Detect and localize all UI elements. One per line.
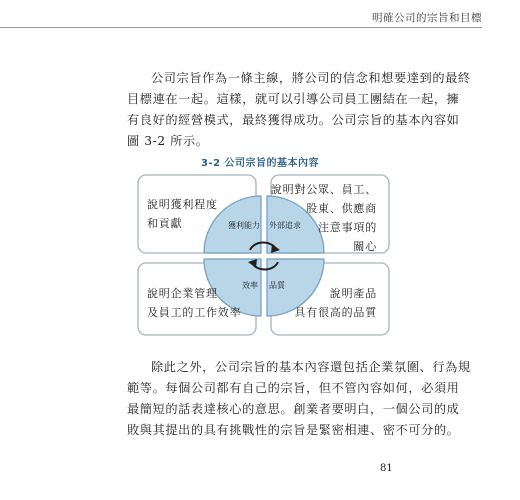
box-line: 及員工的工作效率 bbox=[147, 306, 242, 319]
quadrant-label-quality: 品質 bbox=[269, 281, 285, 290]
box-line: 具有很高的品質 bbox=[294, 306, 377, 319]
box-line: 說明對公眾、員工、 bbox=[270, 183, 377, 196]
paragraph-line: 公司宗旨作為一條主線，將公司的信念和想要達到的最終 bbox=[151, 71, 471, 85]
figure-caption: 3-2 公司宗旨的基本內容 bbox=[200, 158, 320, 169]
box-text-top-right bbox=[271, 180, 377, 256]
paragraph-line: 圖 3-2 所示。 bbox=[127, 134, 209, 148]
box-line: 說明企業管理 bbox=[147, 287, 218, 300]
paragraph-line: 除此之外，公司宗旨的基本內容還包括企業氛圍、行為規 bbox=[151, 360, 471, 374]
box-line: 和貢獻 bbox=[147, 217, 183, 230]
paragraph-line: 目標連在一起。這樣，就可以引導公司員工團結在一起，擁 bbox=[127, 92, 460, 106]
closing-paragraph bbox=[127, 357, 471, 441]
box-line: 注意事項的 bbox=[318, 221, 377, 234]
running-header-title: 明確公司的宗旨和目標 bbox=[372, 12, 482, 24]
quadrant-label-profitability: 獲利能力 bbox=[228, 221, 260, 230]
box-line: 說明產品 bbox=[329, 287, 377, 300]
box-line: 關心 bbox=[353, 240, 377, 253]
box-text-bottom-right bbox=[294, 284, 377, 322]
page-number: 81 bbox=[380, 463, 393, 474]
paragraph-line: 範等。每個公司都有自己的宗旨，但不管內容如何，必須用 bbox=[127, 381, 460, 395]
box-line: 說明獲利程度 bbox=[147, 198, 218, 211]
box-text-bottom-left bbox=[147, 284, 241, 322]
box-text-top-left bbox=[147, 195, 218, 233]
box-line: 股東、供應商 bbox=[306, 202, 377, 215]
quadrant-label-efficiency: 效率 bbox=[242, 281, 258, 290]
paragraph-line: 敗與其提出的具有挑戰性的宗旨是緊密相連、密不可分的。 bbox=[127, 423, 460, 437]
quadrant-label-external-pursuit: 外部追求 bbox=[269, 221, 301, 230]
paragraph-line: 最簡短的話表達核心的意思。創業者要明白，一個公司的成 bbox=[127, 402, 460, 416]
paragraph-line: 有良好的經營模式，最終獲得成功。公司宗旨的基本內容如 bbox=[127, 113, 460, 127]
